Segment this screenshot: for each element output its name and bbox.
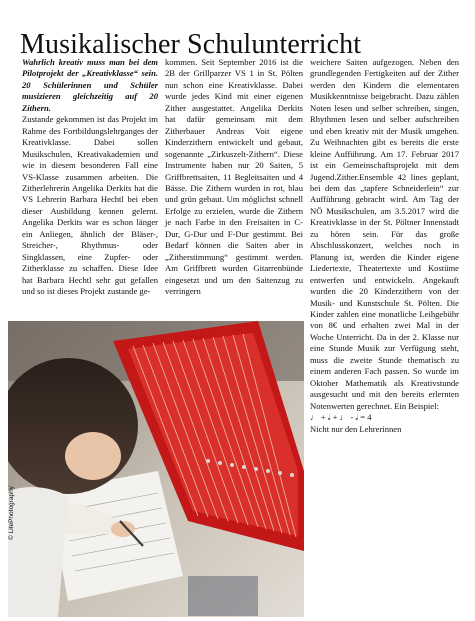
note-equation: ♩ + 𝅗𝅥 + ♩ - 𝅗𝅥 = 4: [310, 412, 372, 423]
article-lead: Wahrlich kreativ muss man bei dem Pilotprojekt der „Kreativklasse“ sein. 20 Schülerinnen und Schüler musizieren gleichzeitig auf 20 Zithern.: [22, 57, 158, 113]
text-column-1: [22, 57, 158, 298]
column-1-body: Zustande gekommen ist das Projekt im Rahme des Fortbildungslehrganges der Kreativklasse. Dabei sollen Musikschulen, Kreativakademien und wie in diesem besonderen Fall eine VS-Klasse zusammen arbeiten. Die Zitherlehrerin Angelika Derkits hat die VS Lehrerin Barbara Hechtl bei eben dieser Ausbildung kennen gelernt. Angelika Derkits war es schon länger ein Anliegen, ähnlich der Bläser-, Streicher-, Rhythmus- oder Singklassen, eine Zupfer- oder Zitherklasse zu schaffen. Diese Idee hat Barbara Hechtl sehr gut gefallen und so ist dieses Projekt zustande ge-: [22, 114, 158, 297]
photo-credit: © LitePhotography: [8, 486, 15, 540]
text-column-3: [310, 57, 459, 435]
zither-photo-illustration: [8, 321, 304, 617]
text-column-2: [165, 57, 303, 298]
column-2-body: kommen. Seit September 2016 ist die 2B der Grillparzer VS 1 in St. Pölten nun schon eine Kreativklasse. Dabei wurde jedes Kind mit einer eigenen Zither ausgestattet. Angelika Derkits hat dafür gemeinsam mit dem Zitherbauer Andreas Voit eigene Kinderzithern entwickelt und gebaut, sogenannte „Zirkuszelt-Zithern“. Diese Instrumente haben nur 20 Saiten, 5 Griffbrettsaiten, 11 Begleitsaiten und 4 Bässe. Die Zithern wurden in rot, blau und grün gebaut. Um möglichst schnell Erfolge zu erzielen, wurde die Zithern je nach Farbe in den Freisaiten in C-Dur, G-Dur und F-Dur gestimmt. Bei Bedarf können die Saiten aber in „Zitherstimmung“ gestimmt werden. Am Griffbrett wurden Gitarrenbünde eingesetzt und um den Saitenzug zu verringern: [165, 57, 303, 297]
article-photo: [8, 321, 304, 617]
column-3-body: weichere Saiten aufgezogen. Neben den grundlegenden Fertigkeiten auf der Zither werden den Kindern die elementaren Musikkenntnisse beigebracht. Dazu zählen Noten lesen und selber schreiben, singen, Rhythmen lesen und selber aufschreiben und eben kreativ mit der Musik umgehen. Zu Weihnachten gibt es bereits die erste kleine Aufführung. Am 17. Februar 2017 ist ein Gemeinschaftsprojekt mit dem Jugend.Zither.Ensemble 42 lines geplant, bei dem das „tapfere Schneiderlein“ zur Aufführung gebracht wird. Am Tag der NÖ Musikschulen, am 3.5.2017 wird die Kreativklasse in der St. Pöltner Innenstadt zu hören sein. Für das große Abschlusskonzert, welches noch in Planung ist, werden die Kinder eigene Liedertexte, Theatertexte und Kostüme entwerfen und entwickeln. Angekauft wurden die 20 Kinderzithern von der Musik- und Kunstschule St. Pölten. Die Kinder zahlen eine monatliche Leihgebühr von 8€ und erhalten zwei Mal in der Woche Unterricht. Da in der 2. Klasse nur eine Stunde Musik zur Verfügung steht, muss die zweite Stunde thematisch zu einem anderen Fach passen. So wurde im Oktober Mathematik als Kreativstunde ausgesucht und mit den bereits erlernten Notenwerten gerechnet. Ein Beispiel:: [310, 57, 459, 411]
article-title: Musikalischer Schulunterricht: [20, 28, 362, 60]
column-3-tail: Nicht nur den Lehrerinnen: [310, 423, 402, 434]
